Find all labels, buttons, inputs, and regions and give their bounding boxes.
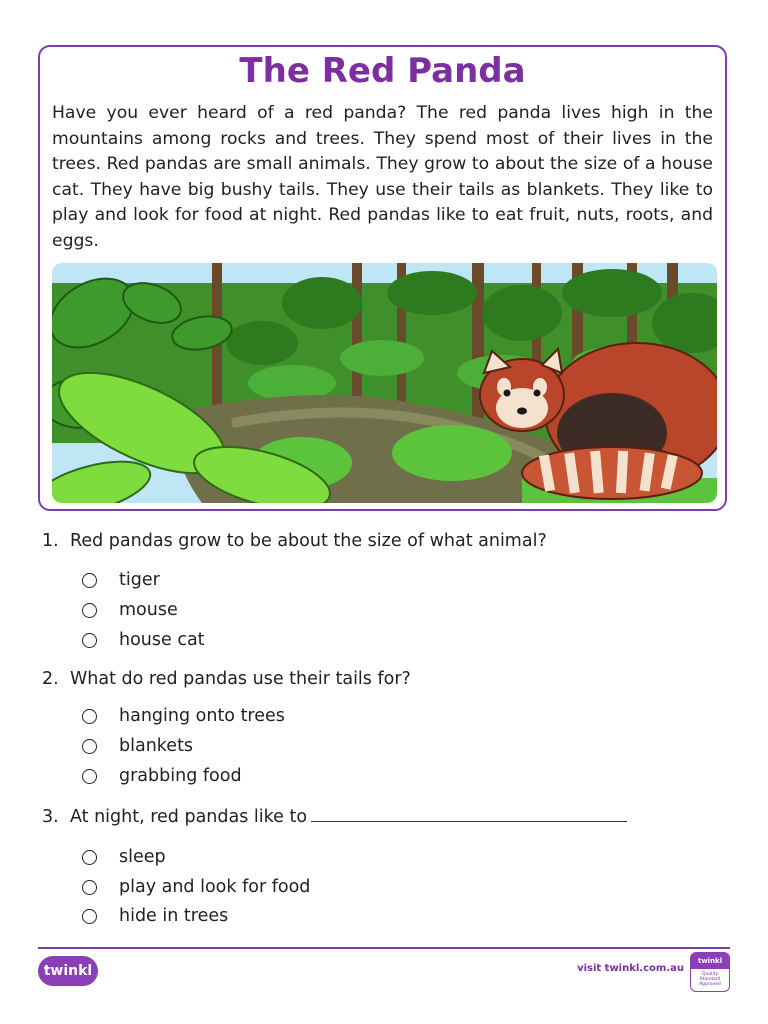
q1-option-3[interactable]: [82, 627, 205, 653]
red-panda-forest-illustration: [52, 263, 717, 503]
radio-button[interactable]: [82, 573, 97, 588]
q2-option-2[interactable]: [82, 733, 193, 759]
radio-button[interactable]: [82, 880, 97, 895]
q3-option-3[interactable]: [82, 903, 228, 929]
logo-text: twinkl: [43, 963, 93, 979]
twinkl-logo[interactable]: [38, 956, 98, 986]
question-text: Red pandas grow to be about the size of what animal?: [70, 531, 547, 551]
page-title: The Red Panda: [239, 51, 526, 91]
radio-button[interactable]: [82, 633, 97, 648]
question-number: 1.: [42, 531, 59, 551]
footer-divider: [38, 947, 730, 949]
question-number: 3.: [42, 807, 59, 827]
q3-option-2[interactable]: [82, 874, 310, 900]
question-text: At night, red pandas like to: [70, 807, 308, 827]
reading-passage: Have you ever heard of a red panda? The red panda lives high in the mountains among rocks and trees. They spend most of their lives in the trees. Red pandas are small animals. They grow to about the size of a house cat. They have big bushy tails. They use their tails as blankets. They like to play and look for food at night. Red pandas like to eat fruit, nuts, roots, and eggs.: [52, 103, 713, 251]
reading-passage-box: [38, 45, 727, 511]
radio-button[interactable]: [82, 709, 97, 724]
option-label: tiger: [119, 570, 160, 590]
radio-button[interactable]: [82, 739, 97, 754]
q2-option-3[interactable]: [82, 763, 242, 789]
question-3: [42, 804, 627, 830]
question-text: What do red pandas use their tails for?: [70, 669, 411, 689]
visit-link[interactable]: visit twinkl.com.au: [577, 963, 684, 974]
question-1: [42, 528, 547, 554]
q3-option-1[interactable]: [82, 844, 166, 870]
option-label: house cat: [119, 630, 205, 650]
option-label: play and look for food: [119, 877, 311, 897]
q1-option-1[interactable]: [82, 567, 160, 593]
option-label: blankets: [119, 736, 194, 756]
question-number: 2.: [42, 669, 59, 689]
badge-logo: twinkl: [691, 953, 729, 969]
radio-button[interactable]: [82, 850, 97, 865]
q2-option-1[interactable]: [82, 703, 285, 729]
radio-button[interactable]: [82, 909, 97, 924]
radio-button[interactable]: [82, 769, 97, 784]
option-label: mouse: [119, 600, 178, 620]
option-label: grabbing food: [119, 766, 242, 786]
option-label: sleep: [119, 847, 166, 867]
option-label: hanging onto trees: [119, 706, 285, 726]
radio-button[interactable]: [82, 603, 97, 618]
answer-blank[interactable]: [311, 807, 627, 822]
badge-caption: Quality Standard Approved: [699, 972, 721, 987]
quality-badge: [690, 952, 730, 992]
question-2: [42, 666, 411, 692]
q1-option-2[interactable]: [82, 597, 178, 623]
option-label: hide in trees: [119, 906, 229, 926]
